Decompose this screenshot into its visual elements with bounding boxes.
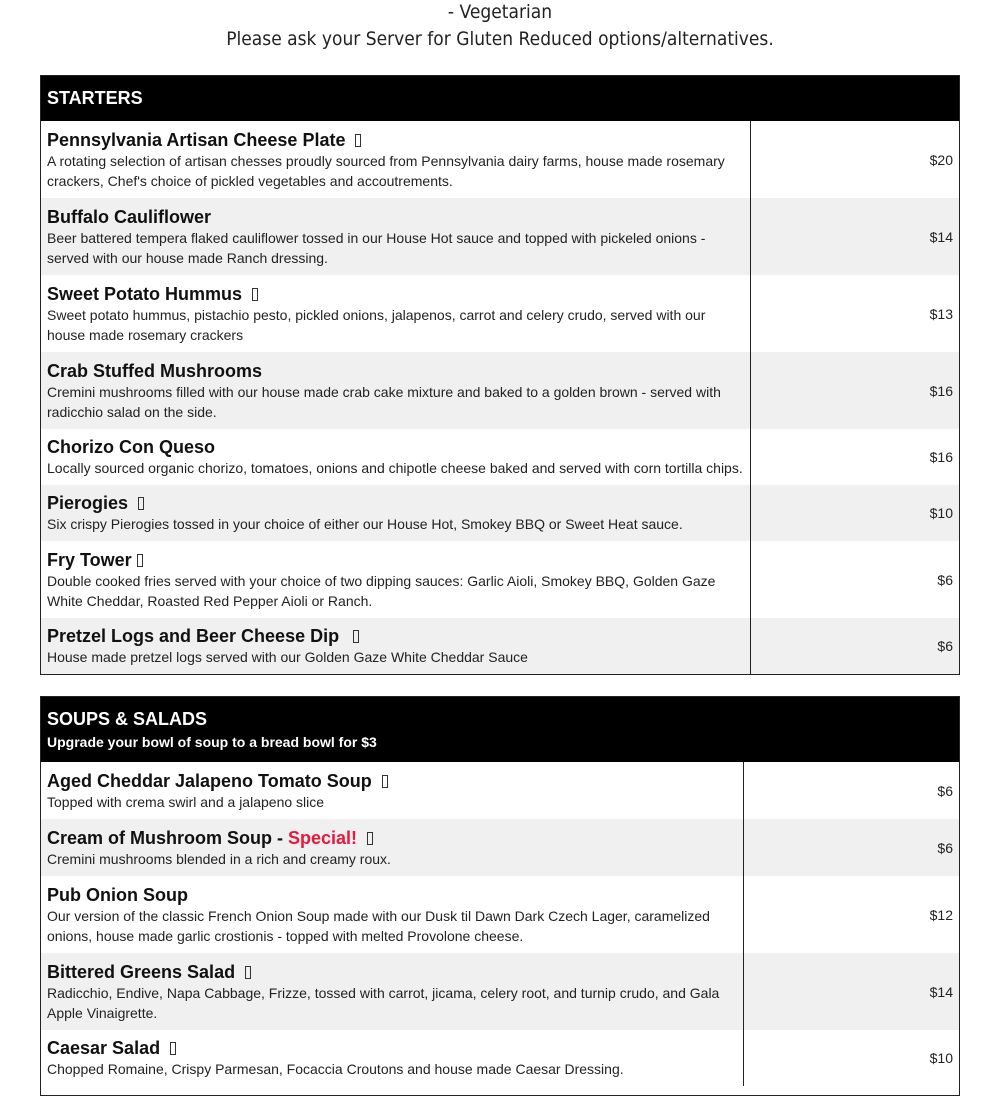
vegetarian-icon	[170, 1042, 176, 1055]
item-name: Caesar Salad	[47, 1038, 161, 1058]
menu-item	[41, 762, 959, 819]
menu-item	[41, 819, 959, 876]
special-label: Special!	[288, 827, 358, 848]
vegetarian-legend: - Vegetarian	[447, 1, 553, 23]
item-price: $6	[937, 782, 953, 799]
menu-item	[41, 121, 959, 198]
item-price: $6	[937, 839, 953, 856]
item-price: $6	[937, 638, 953, 654]
item-description: Cremini mushrooms filled with our house made crab cake mixture and baked to a golden brown - served with radicchio salad on the side.	[47, 383, 721, 420]
section-title: STARTERS	[47, 88, 143, 108]
starters-table	[41, 121, 959, 674]
menu-item	[41, 541, 959, 618]
menu-item	[41, 876, 959, 953]
item-price: $13	[929, 305, 953, 322]
item-description: Cremini mushrooms blended in a rich and creamy roux.	[47, 850, 391, 867]
menu-item	[41, 352, 959, 429]
vegetarian-icon	[245, 966, 251, 979]
item-name: Aged Cheddar Jalapeno Tomato Soup	[47, 770, 372, 791]
menu-item	[41, 618, 959, 674]
item-description: Beer battered tempera flaked cauliflower tossed in our House Hot sauce and topped with pickeled onions - served with our house made Ranch dressing.	[47, 229, 706, 266]
item-description: Double cooked fries served with your choice of two dipping sauces: Garlic Aioli, Smokey BBQ, Golden Gaze White Cheddar, Roasted Red Pepper Aioli or Ranch.	[47, 572, 716, 609]
menu-item	[41, 429, 959, 485]
item-name: Pub Onion Soup	[47, 884, 188, 905]
item-name: Sweet Potato Hummus	[47, 283, 243, 304]
vegetarian-icon	[138, 497, 144, 510]
item-description: Sweet potato hummus, pistachio pesto, pickled onions, jalapenos, carrot and celery crudo, served with our house made rosemary crackers	[47, 306, 706, 343]
item-price: $20	[929, 151, 953, 168]
starters-header	[41, 76, 959, 121]
item-description: Locally sourced organic chorizo, tomatoes, onions and chipotle cheese baked and served with corn tortilla chips.	[47, 460, 743, 476]
item-description: Our version of the classic French Onion Soup made with our Dusk til Dawn Dark Czech Lager, caramelized onions, house made garlic crostionis - topped with melted Provolone cheese.	[47, 907, 710, 944]
vegetarian-icon	[353, 630, 359, 643]
item-price: $10	[929, 505, 953, 521]
soups-header	[41, 697, 959, 762]
item-description: Six crispy Pierogies tossed in your choice of either our House Hot, Smokey BBQ or Sweet Heat sauce.	[47, 516, 683, 532]
item-name: Crab Stuffed Mushrooms	[47, 360, 263, 381]
item-price: $6	[937, 571, 953, 588]
soups-table	[41, 762, 959, 1086]
item-price: $14	[929, 228, 953, 245]
vegetarian-icon	[355, 134, 361, 147]
item-price: $16	[929, 382, 953, 399]
item-description: House made pretzel logs served with our Golden Gaze White Cheddar Sauce	[47, 649, 528, 665]
vegetarian-icon	[367, 832, 373, 845]
item-name: Chorizo Con Queso	[47, 437, 215, 457]
item-price: $16	[929, 449, 953, 465]
item-description: Topped with crema swirl and a jalapeno slice	[47, 793, 325, 810]
item-price: $12	[929, 906, 953, 923]
item-name: Pierogies	[47, 493, 129, 513]
item-name: Bittered Greens Salad	[47, 961, 236, 982]
item-description: Radicchio, Endive, Napa Cabbage, Frizze, tossed with carrot, jicama, celery root, and turnip crudo, and Gala Apple Vinaigrette.	[47, 984, 720, 1021]
item-price: $14	[929, 983, 953, 1000]
section-title: SOUPS & SALADS	[47, 709, 208, 729]
item-price: $10	[929, 1050, 953, 1066]
vegetarian-icon	[382, 775, 388, 788]
item-name: Pennsylvania Artisan Cheese Plate	[47, 129, 346, 150]
menu-item	[41, 953, 959, 1030]
vegetarian-icon	[137, 554, 143, 567]
intro-notes	[50, 0, 950, 53]
menu-item	[41, 1030, 959, 1086]
item-description: A rotating selection of artisan chesses proudly sourced from Pennsylvania dairy farms, house made rosemary crackers, Chef's choice of pickled vegetables and accoutrements.	[47, 152, 725, 189]
menu-item	[41, 275, 959, 352]
item-name: Buffalo Cauliflower	[47, 206, 212, 227]
menu-item	[41, 198, 959, 275]
item-name: Fry Tower	[47, 549, 132, 570]
section-subtitle: Upgrade your bowl of soup to a bread bowl for $3	[47, 734, 377, 750]
gluten-note: Please ask your Server for Gluten Reduced options/alternatives.	[226, 28, 774, 50]
soups-salads-section	[40, 696, 960, 1096]
vegetarian-icon	[252, 288, 258, 301]
menu-item	[41, 485, 959, 541]
item-name: Pretzel Logs and Beer Cheese Dip	[47, 626, 340, 646]
item-description: Chopped Romaine, Crispy Parmesan, Focaccia Croutons and house made Caesar Dressing.	[47, 1061, 624, 1077]
starters-section	[40, 75, 960, 675]
item-name: Cream of Mushroom Soup -	[47, 827, 289, 848]
